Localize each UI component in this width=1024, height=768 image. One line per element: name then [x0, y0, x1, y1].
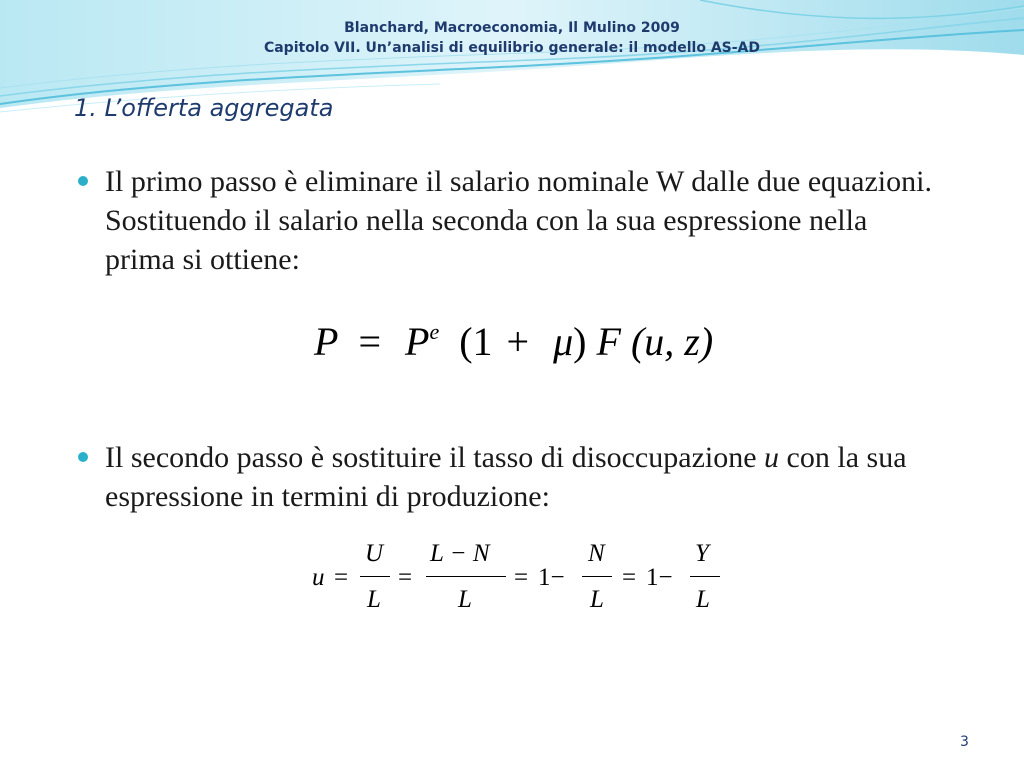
eq2-frac1-num: U: [365, 540, 384, 567]
bullet-text: Il primo passo è eliminare il salario nominale W dalle due equazioni. Sostituendo il salario nella seconda con la sua espressione nella prima si ottiene:: [105, 165, 932, 276]
eq1-close: ): [573, 319, 587, 364]
eq2-frac4-num: Y: [695, 540, 709, 567]
eq2-frac2-bar: [426, 576, 506, 577]
eq2-u: u: [312, 564, 325, 591]
eq1-equals: =: [358, 319, 381, 364]
eq2-equals: =: [398, 564, 413, 591]
bullet-text-before: Il secondo passo è sostituire il tasso di disoccupazione: [105, 441, 765, 474]
eq2-equals: =: [334, 564, 349, 591]
eq1-p: P: [314, 319, 339, 364]
eq1-plus: +: [506, 319, 530, 364]
eq2-frac2-den: L: [458, 586, 472, 613]
bullet-text-after: con la sua espressione in termini di produzione:: [105, 441, 907, 513]
eq1-pe: P: [405, 319, 430, 364]
eq2-frac3-num: N: [588, 540, 605, 567]
eq1-superscript-e: e: [429, 319, 440, 344]
eq2-one-minus: 1−: [646, 564, 673, 591]
eq2-one-minus: 1−: [538, 564, 565, 591]
eq2-frac1-bar: [360, 576, 390, 577]
bullet-text-italic-u: u: [764, 441, 780, 474]
eq1-mu: μ: [553, 319, 574, 364]
bullet-icon: [78, 176, 88, 186]
eq2-frac4-bar: [690, 576, 720, 577]
eq2-equals: =: [622, 564, 637, 591]
eq2-frac2-num: L − N: [430, 540, 490, 567]
equation-price-setting: [314, 318, 713, 365]
eq2-equals: =: [514, 564, 529, 591]
eq2-frac1-den: L: [367, 586, 381, 613]
eq1-open: (1: [459, 319, 493, 364]
header-chapter: Capitolo VII. Un’analisi di equilibrio generale: il modello AS-AD: [263, 40, 761, 56]
eq2-frac3-den: L: [590, 586, 604, 613]
eq1-args: (u, z): [630, 319, 714, 364]
eq2-frac4-den: L: [696, 586, 710, 613]
page-number: 3: [960, 734, 969, 750]
slide-title: 1. L’offerta aggregata: [74, 94, 334, 122]
bullet-icon: [78, 452, 88, 462]
eq1-f: F: [596, 319, 621, 364]
header-source: Blanchard, Macroeconomia, Il Mulino 2009: [344, 20, 680, 36]
bullet-item: [78, 162, 938, 279]
equation-unemployment: [300, 538, 730, 618]
bullet-item: [78, 438, 938, 516]
eq2-frac3-bar: [582, 576, 612, 577]
bullet-text: [105, 438, 938, 516]
